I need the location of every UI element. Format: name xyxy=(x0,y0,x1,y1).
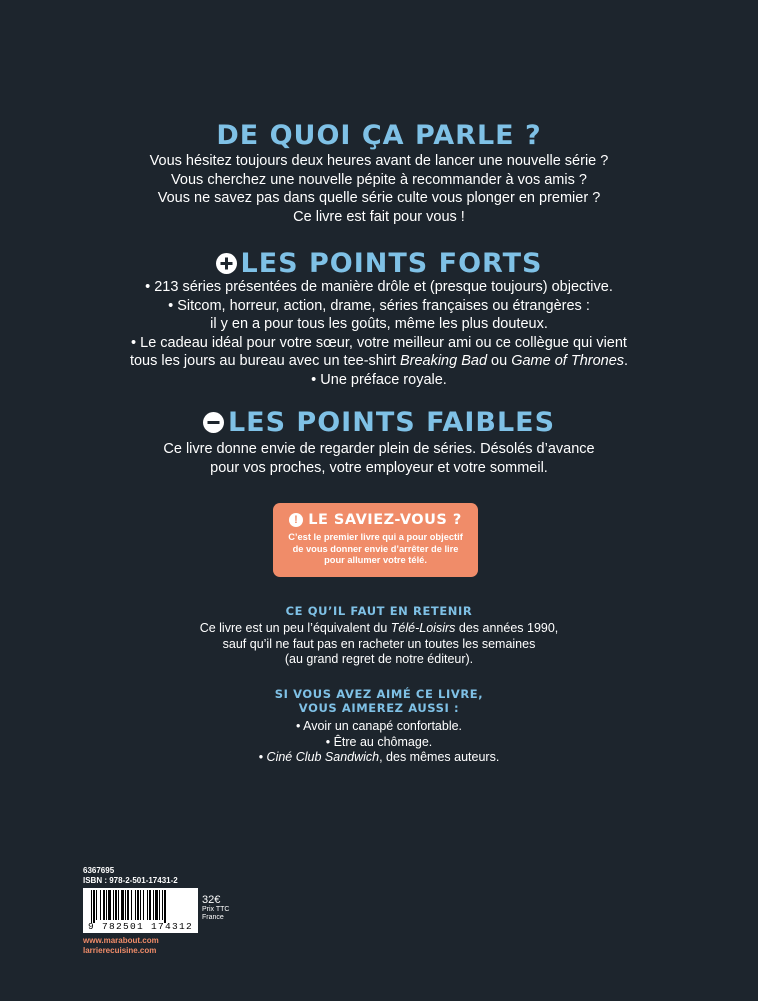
series-title: Game of Thrones xyxy=(511,353,625,370)
publisher-urls xyxy=(83,936,159,955)
aime-title xyxy=(0,687,758,715)
barcode-bar xyxy=(164,890,166,923)
text-line xyxy=(0,352,758,371)
barcode-bar xyxy=(103,890,105,920)
aime-title-line: VOUS AIMEREZ AUSSI : xyxy=(298,701,460,715)
text-line: pour vos proches, votre employeur et votre sommeil. xyxy=(210,459,548,476)
section-title-points-forts xyxy=(0,248,758,278)
box-title xyxy=(273,512,478,528)
barcode-bar xyxy=(93,890,95,923)
barcode-bar xyxy=(121,890,124,920)
retenir-text xyxy=(0,621,758,668)
barcode-bar xyxy=(91,890,92,923)
list-item: • Être au chômage. xyxy=(325,734,433,749)
price-label: Prix TTC xyxy=(202,906,230,913)
text-segment: , des mêmes auteurs. xyxy=(379,750,500,765)
barcode-bar xyxy=(140,890,141,920)
minus-circle-icon xyxy=(203,412,224,433)
text-line: Vous hésitez toujours deux heures avant de lancer une nouvelle série ? xyxy=(149,153,609,169)
barcode-bar xyxy=(149,890,151,920)
barcode-bar xyxy=(106,890,107,920)
text-segment: tous les jours au bureau avec un tee-shirt xyxy=(129,353,400,370)
text-segment: • xyxy=(258,750,267,765)
text-line: Ce livre donne envie de regarder plein de séries. Désolés d’avance xyxy=(163,441,595,457)
product-codes xyxy=(83,866,253,886)
url-link[interactable]: larrierecuisine.com xyxy=(83,945,157,955)
section-title-text: LES POINTS FAIBLES xyxy=(227,406,556,438)
barcode-bars xyxy=(83,890,198,923)
barcode-bar xyxy=(153,890,154,920)
box-body xyxy=(273,532,478,567)
text-line: sauf qu’il ne faut pas en racheter un toutes les semaines xyxy=(222,636,536,651)
url-link[interactable]: www.marabout.com xyxy=(83,936,159,945)
text-line: Ce livre est fait pour vous ! xyxy=(293,208,465,225)
exclamation-circle-icon: ! xyxy=(289,513,303,527)
price-label: France xyxy=(202,914,224,921)
barcode-bar xyxy=(100,890,101,920)
plus-circle-icon xyxy=(216,253,237,274)
list-item: • Avoir un canapé confortable. xyxy=(295,719,463,733)
points-forts-list xyxy=(0,278,758,390)
section-title-text: LES POINTS FORTS xyxy=(240,247,543,279)
product-code: 6367695 xyxy=(83,866,115,875)
list-item: • Une préface royale. xyxy=(311,371,447,388)
barcode-digits: 9 782501 174312 xyxy=(87,921,193,932)
text-line: C’est le premier livre qui a pour objectif xyxy=(288,532,463,542)
barcode-bar xyxy=(162,890,163,920)
isbn: ISBN : 978-2-501-17431-2 xyxy=(83,876,178,885)
barcode-bar xyxy=(127,890,129,920)
series-title: Breaking Bad xyxy=(399,353,488,370)
barcode-bar xyxy=(135,890,136,920)
text-line: de vous donner envie d’arrêter de lire xyxy=(292,543,459,554)
text-line: Vous ne savez pas dans quelle série culte vous plonger en premier ? xyxy=(157,190,601,207)
list-item: • 213 séries présentées de manière drôle et (presque toujours) objective. xyxy=(145,279,613,295)
text-segment: Ce livre est un peu l’équivalent du xyxy=(199,621,391,635)
barcode-bar xyxy=(108,890,111,920)
magazine-title: Télé-Loisirs xyxy=(390,621,456,635)
price-block xyxy=(202,894,229,922)
barcode-bar xyxy=(131,890,132,920)
text-line xyxy=(0,621,758,637)
section-title-de-quoi: DE QUOI ÇA PARLE ? xyxy=(216,120,542,151)
barcode-bar xyxy=(118,890,119,920)
barcode-bar xyxy=(137,890,139,920)
text-line: il y en a pour tous les goûts, même les plus douteux. xyxy=(210,316,548,333)
section-title-points-faibles xyxy=(0,407,758,437)
barcode-bar xyxy=(113,890,114,920)
barcode-bar xyxy=(143,890,144,920)
list-item: • Sitcom, horreur, action, drame, séries françaises ou étrangères : xyxy=(168,297,590,314)
barcode-bar xyxy=(159,890,160,920)
text-line: (au grand regret de notre éditeur). xyxy=(284,652,474,667)
text-segment: des années 1990, xyxy=(455,621,559,635)
points-faibles-text xyxy=(0,440,758,477)
barcode-bar xyxy=(147,890,148,920)
book-title: Ciné Club Sandwich xyxy=(266,750,380,765)
box-title-text: LE SAVIEZ-VOUS ? xyxy=(308,512,462,528)
text-line: Vous cherchez une nouvelle pépite à recommander à vos amis ? xyxy=(171,171,587,188)
barcode-bar xyxy=(155,890,158,920)
list-item: • Le cadeau idéal pour votre sœur, votre meilleur ami ou ce collègue qui vient xyxy=(131,334,627,351)
price: 32€ xyxy=(202,894,221,906)
aime-list xyxy=(0,719,758,766)
barcode-bar xyxy=(96,890,97,920)
text-segment: ou xyxy=(487,353,512,370)
barcode-bar xyxy=(115,890,117,920)
saviez-vous-box xyxy=(273,503,478,577)
section-description xyxy=(0,152,758,226)
barcode-bar xyxy=(125,890,126,920)
retenir-title: CE QU’IL FAUT EN RETENIR xyxy=(285,604,473,618)
aime-title-line: SI VOUS AVEZ AIMÉ CE LIVRE, xyxy=(274,687,484,701)
text-line: pour allumer votre télé. xyxy=(324,555,427,565)
list-item xyxy=(0,750,758,766)
text-segment: . xyxy=(624,353,629,370)
barcode xyxy=(83,888,198,933)
